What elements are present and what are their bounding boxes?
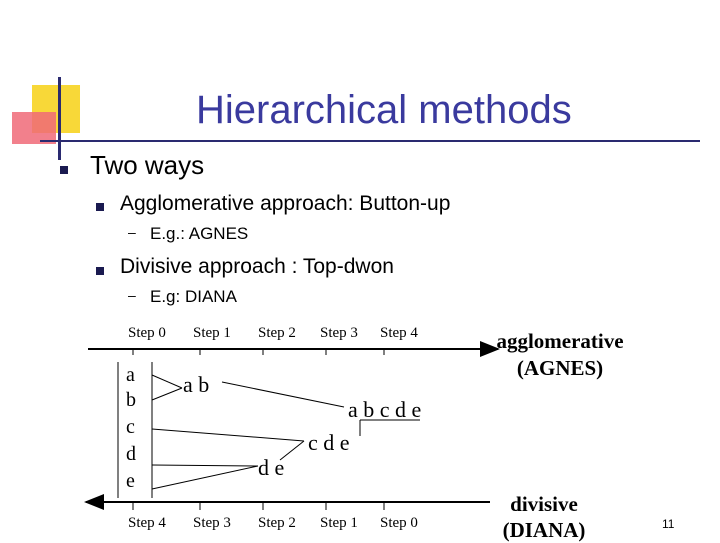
bottom-step-2: Step 2 (258, 515, 296, 531)
dash-marker: – (128, 287, 136, 303)
agglomerative-label: agglomerative (496, 329, 624, 353)
agnes-label: (AGNES) (516, 356, 604, 380)
leaf-c: c (126, 416, 135, 438)
agglomerative-example: E.g.: AGNES (150, 224, 249, 243)
top-step-3: Step 3 (320, 325, 358, 341)
bullet-agglomerative: Agglomerative approach: Button-up (120, 192, 451, 215)
cluster-de: d e (258, 455, 285, 480)
top-step-1: Step 1 (193, 325, 231, 341)
divisive-example: E.g: DIANA (150, 287, 237, 306)
cluster-cde: c d e (308, 430, 350, 455)
diana-label: (DIANA) (502, 518, 586, 542)
cluster-abcde: a b c d e (348, 397, 422, 422)
bottom-step-1: Step 1 (320, 515, 358, 531)
top-step-2: Step 2 (258, 325, 296, 341)
leaf-e: e (126, 470, 135, 492)
slide-title: Hierarchical methods (196, 88, 572, 132)
top-step-0: Step 0 (128, 325, 166, 341)
bullet-two-ways: Two ways (90, 150, 205, 180)
edge-a-ab (152, 375, 182, 388)
page-number: 11 (662, 517, 675, 531)
bottom-step-3: Step 3 (193, 515, 231, 531)
bottom-step-0: Step 0 (380, 515, 418, 531)
edge-d-de (152, 465, 258, 466)
edge-ab-abcde (222, 382, 344, 407)
cluster-ab: a b (183, 372, 210, 397)
leaf-b: b (126, 389, 136, 411)
edge-c-cde (152, 429, 304, 441)
bullet-divisive: Divisive approach : Top-dwon (120, 255, 394, 278)
edge-e-de (152, 466, 258, 489)
top-step-4: Step 4 (380, 325, 418, 341)
edge-b-ab (152, 388, 182, 400)
bottom-step-4: Step 4 (128, 515, 166, 531)
leaf-d: d (126, 443, 136, 465)
divisive-label: divisive (510, 492, 578, 516)
dash-marker: – (128, 224, 136, 240)
leaf-a: a (126, 364, 135, 386)
